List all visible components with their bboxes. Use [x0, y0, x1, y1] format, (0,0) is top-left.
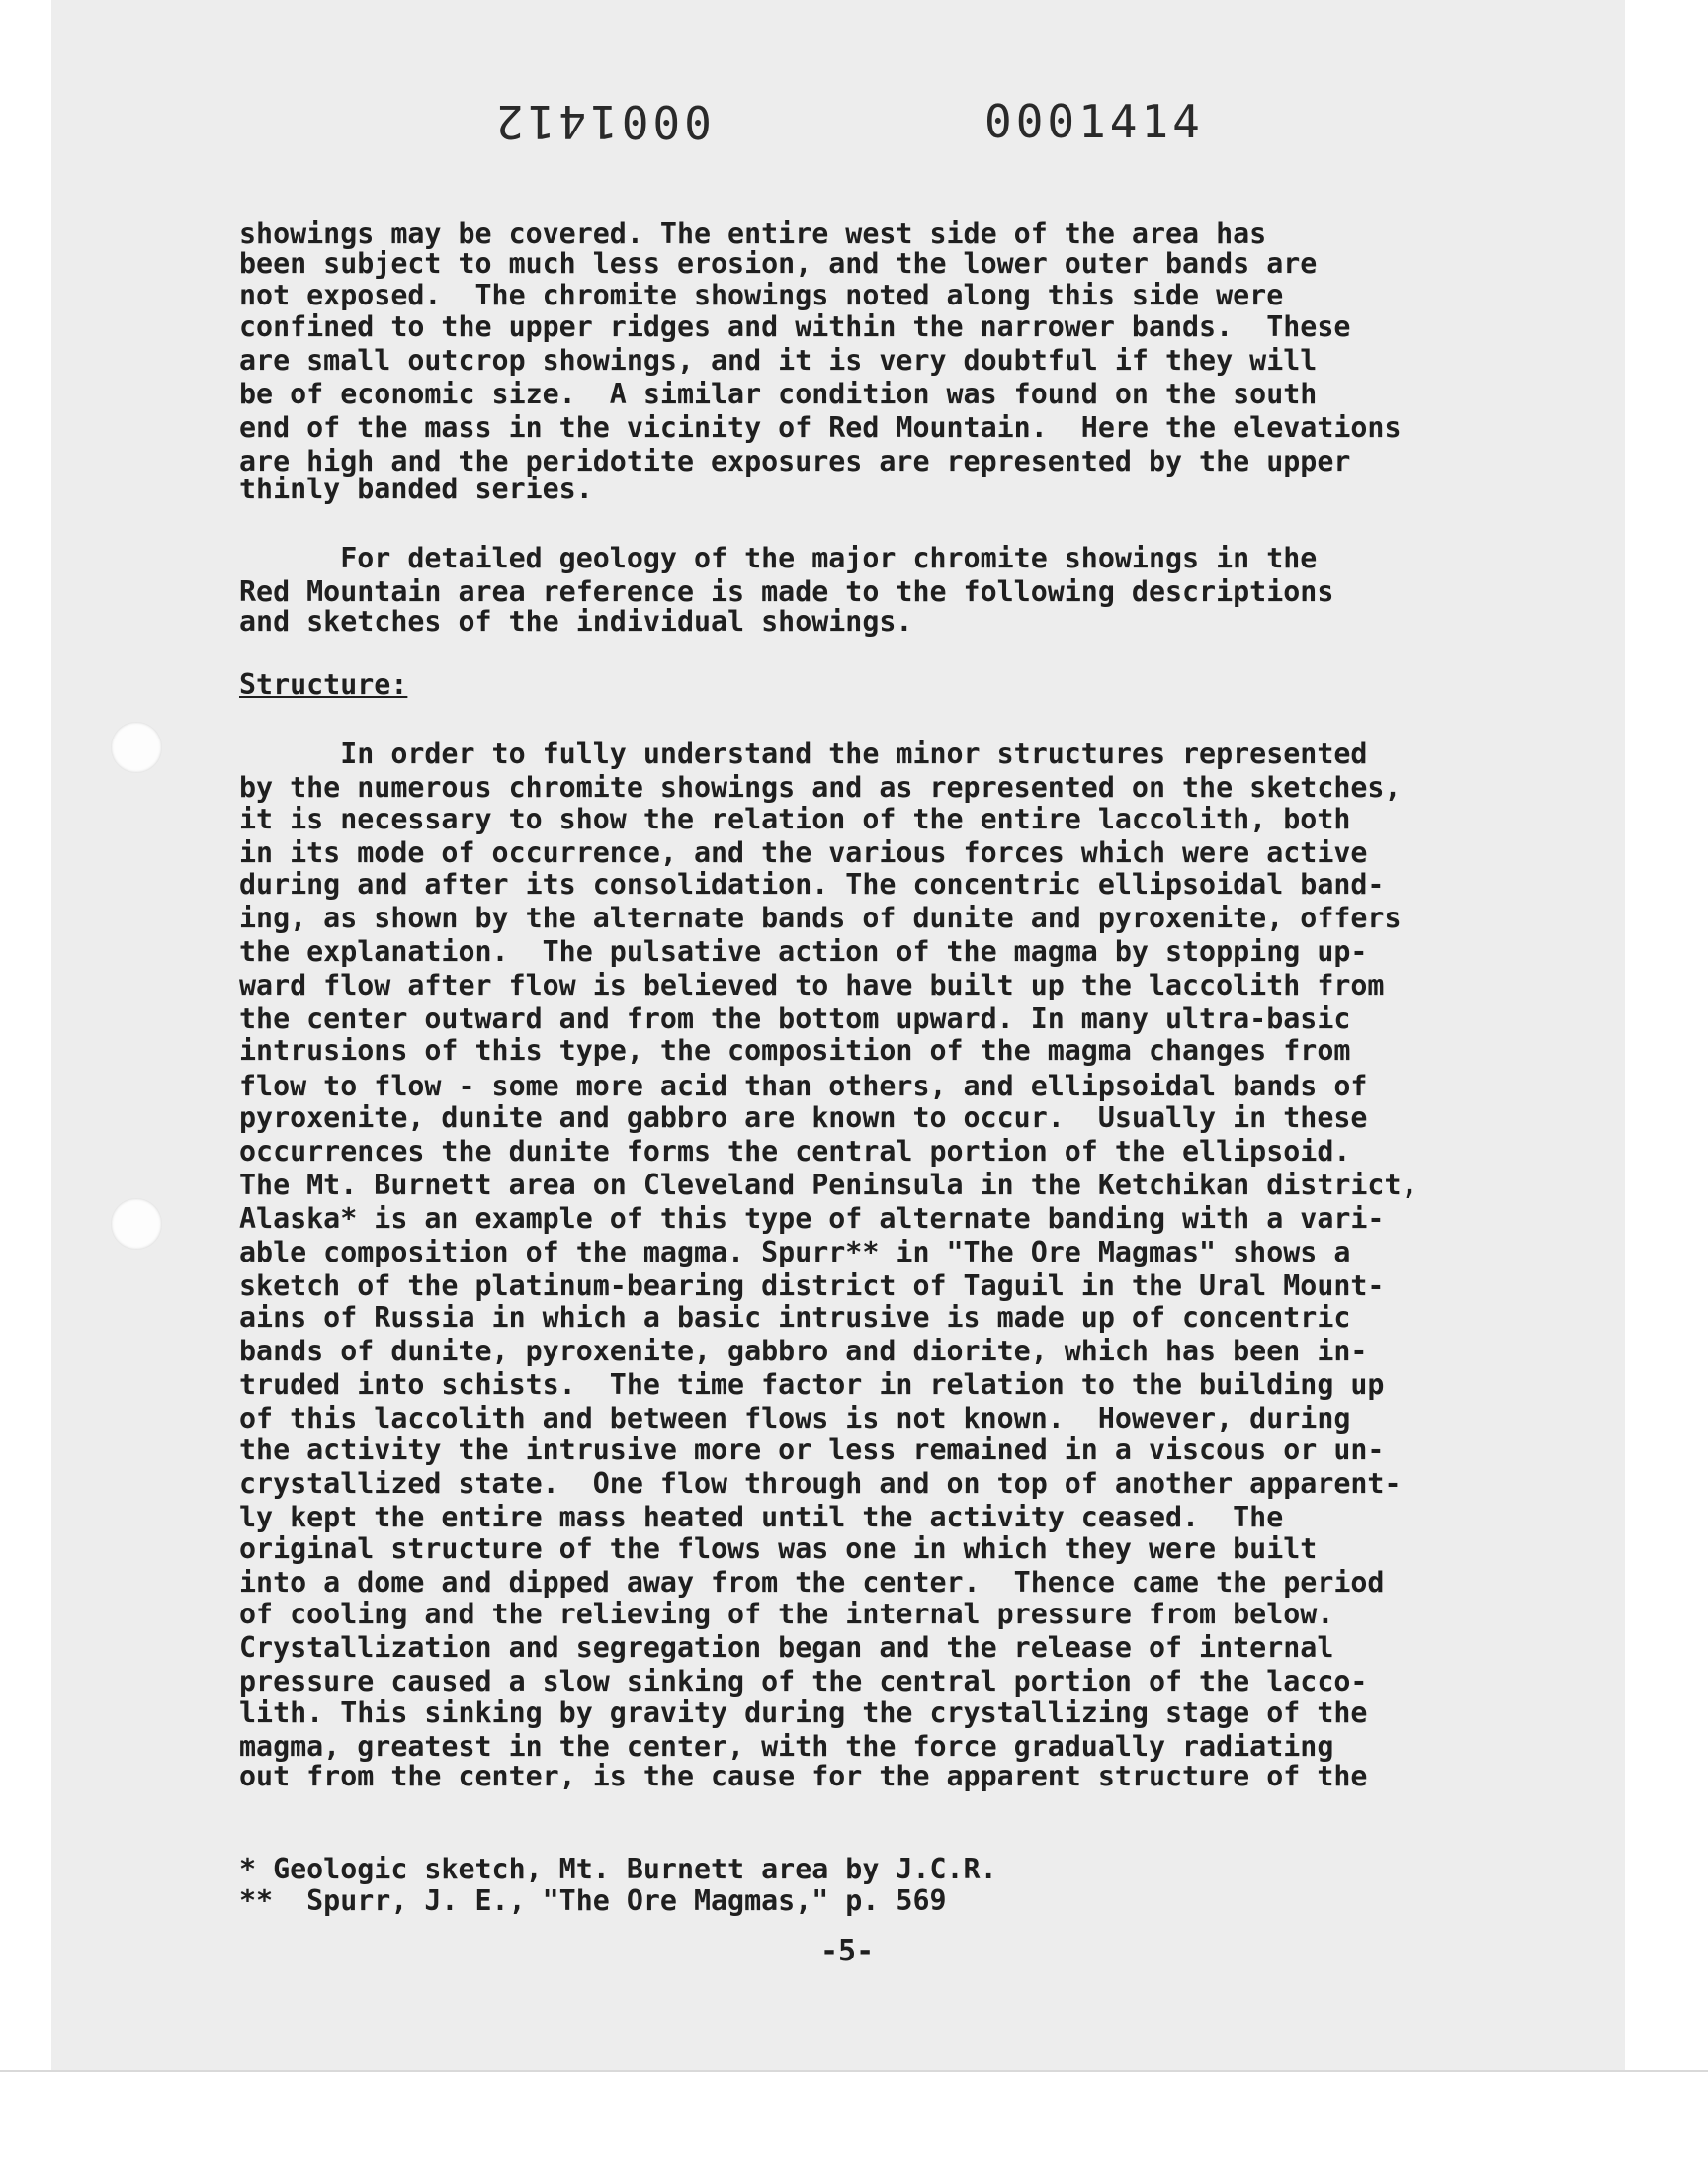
text-line: crystallized state. One flow through and on top of another apparent- — [239, 1467, 1402, 1500]
text-line: ward flow after flow is believed to have built up the laccolith from — [239, 969, 1385, 1001]
document-number-stamp-left: 0001412 — [492, 95, 712, 148]
text-line: sketch of the platinum-bearing district of Taguil in the Ural Mount- — [239, 1269, 1385, 1302]
text-line: into a dome and dipped away from the center. Thence came the period — [239, 1566, 1385, 1599]
text-line: occurrences the dunite forms the central portion of the ellipsoid. — [239, 1135, 1351, 1168]
text-line: of cooling and the relieving of the internal pressure from below. — [239, 1598, 1334, 1630]
text-line: by the numerous chromite showings and as represented on the sketches, — [239, 771, 1402, 804]
text-line: during and after its consolidation. The concentric ellipsoidal band- — [239, 868, 1385, 901]
page-number: -5- — [820, 1934, 875, 1968]
punch-hole — [111, 1198, 162, 1250]
text-line: of this laccolith and between flows is not known. However, during — [239, 1402, 1351, 1435]
text-line: intrusions of this type, the composition of the magma changes from — [239, 1034, 1351, 1067]
text-line: original structure of the flows was one in which they were built — [239, 1532, 1318, 1565]
text-line: truded into schists. The time factor in relation to the building up — [239, 1368, 1385, 1401]
punch-hole — [111, 722, 162, 773]
text-line: bands of dunite, pyroxenite, gabbro and diorite, which has been in- — [239, 1335, 1368, 1367]
text-line: out from the center, is the cause for the apparent structure of the — [239, 1760, 1368, 1792]
document-number-stamp-right: 0001414 — [984, 95, 1204, 148]
text-line: end of the mass in the vicinity of Red Mountain. Here the elevations — [239, 411, 1402, 444]
text-line: pyroxenite, dunite and gabbro are known to occur. Usually in these — [239, 1101, 1368, 1134]
text-line: showings may be covered. The entire west side of the area has — [239, 218, 1267, 250]
footnote: * Geologic sketch, Mt. Burnett area by J.C.R. — [239, 1853, 997, 1885]
text-line: and sketches of the individual showings. — [239, 605, 913, 638]
text-line: ing, as shown by the alternate bands of dunite and pyroxenite, offers — [239, 902, 1402, 934]
text-line: For detailed geology of the major chromite showings in the — [239, 542, 1318, 574]
text-line: lith. This sinking by gravity during the crystallizing stage of the — [239, 1696, 1368, 1729]
text-line: ly kept the entire mass heated until the activity ceased. The — [239, 1501, 1284, 1533]
text-line: it is necessary to show the relation of the entire laccolith, both — [239, 803, 1351, 835]
text-line: confined to the upper ridges and within the narrower bands. These — [239, 310, 1351, 343]
text-line: the activity the intrusive more or less remained in a viscous or un- — [239, 1434, 1385, 1466]
text-line: Red Mountain area reference is made to the following descriptions — [239, 575, 1334, 608]
text-line: ains of Russia in which a basic intrusive is made up of concentric — [239, 1301, 1351, 1334]
scan-edge-divider — [0, 2070, 1708, 2072]
text-line: able composition of the magma. Spurr** in "The Ore Magmas" shows a — [239, 1236, 1351, 1268]
text-line: pressure caused a slow sinking of the central portion of the lacco- — [239, 1665, 1368, 1697]
text-line: are small outcrop showings, and it is very doubtful if they will — [239, 344, 1318, 377]
text-line: flow to flow - some more acid than others, and ellipsoidal bands of — [239, 1070, 1368, 1102]
text-line: not exposed. The chromite showings noted along this side were — [239, 279, 1284, 311]
text-line: Crystallization and segregation began and the release of internal — [239, 1631, 1334, 1664]
text-line: in its mode of occurrence, and the various forces which were active — [239, 836, 1368, 869]
text-line: magma, greatest in the center, with the force gradually radiating — [239, 1730, 1334, 1763]
text-line: thinly banded series. — [239, 473, 593, 505]
text-line: are high and the peridotite exposures are represented by the upper — [239, 445, 1351, 478]
text-line: The Mt. Burnett area on Cleveland Peninsula in the Ketchikan district, — [239, 1169, 1418, 1201]
text-line: Alaska* is an example of this type of alternate banding with a vari- — [239, 1202, 1385, 1235]
section-heading: Structure: — [239, 668, 408, 701]
text-line: In order to fully understand the minor structures represented — [239, 738, 1368, 770]
text-line: be of economic size. A similar condition was found on the south — [239, 378, 1318, 410]
text-line: the explanation. The pulsative action of the magma by stopping up- — [239, 935, 1368, 968]
text-line: the center outward and from the bottom upward. In many ultra-basic — [239, 1002, 1351, 1035]
text-line: been subject to much less erosion, and the lower outer bands are — [239, 247, 1318, 280]
footnote: ** Spurr, J. E., "The Ore Magmas," p. 569 — [239, 1884, 947, 1917]
